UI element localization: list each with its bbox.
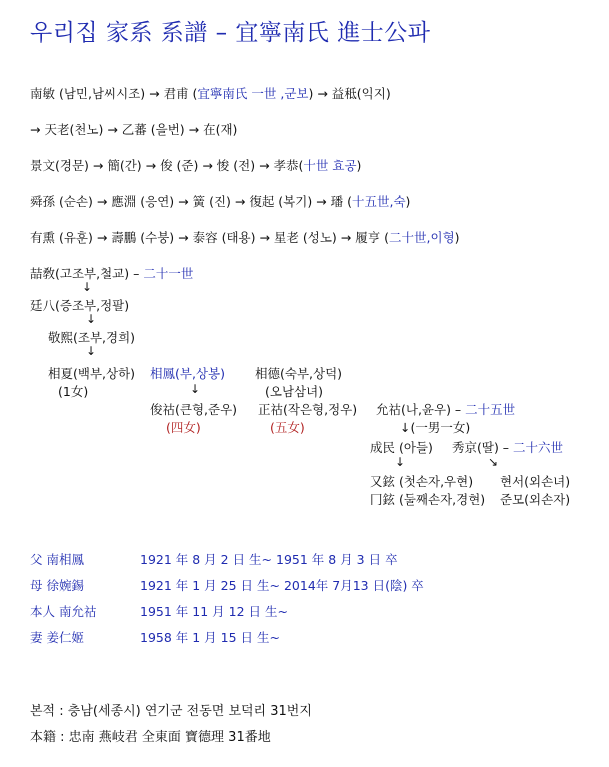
person-name: 秀京(딸) – [452, 440, 514, 455]
down-arrow-icon: ↓ [82, 280, 93, 294]
note-xiangde: (오남삼녀) [265, 384, 324, 399]
down-arrow-icon: ↓ [86, 344, 97, 358]
lineage-line-3 [30, 156, 361, 174]
lineage-line-5 [30, 228, 460, 246]
lineage-text: 有熏 (유훈) → 壽鵬 (수붕) → 泰容 (태용) → 星老 (성노) → 履亨 ( [30, 230, 390, 245]
date-row-father [30, 550, 398, 568]
note-xiangxia: (1女) [58, 384, 89, 399]
date-row-self [30, 602, 288, 620]
person-xiujing [452, 438, 563, 456]
lineage-text: ) [356, 158, 362, 173]
person-youxuan: 又鉉 (첫손자,우현) [370, 474, 474, 489]
person-great-grandfather: 廷八(증조부,정팔) [30, 298, 130, 313]
down-arrow-icon: ↓ [86, 312, 97, 326]
date-row-mother [30, 576, 424, 594]
down-arrow-icon: ↓ [190, 382, 201, 396]
address-hangul: 본적 : 충남(세종시) 연기군 전동면 보덕리 31번지 [30, 704, 312, 719]
generation-label: 十五世,숙 [351, 194, 406, 209]
tree-gen21 [30, 264, 193, 282]
person-jingxuan: 冂鉉 (둘째손자,경현) [370, 492, 486, 507]
date-text: 1958 年 1 月 15 日 生~ [140, 630, 280, 645]
generation-label: 二十一世 [143, 266, 194, 281]
down-right-arrow-icon: ↘ [488, 455, 499, 469]
address-hanja: 本籍 : 忠南 燕岐君 全東面 寶德理 31番地 [30, 730, 271, 745]
lineage-text: ) → 益秪(익지) [308, 86, 391, 101]
person-junmo: 준모(외손자) [500, 492, 571, 507]
lineage-text: ) [454, 230, 460, 245]
person-name: 喆敎(고조부,철교) – [30, 266, 144, 281]
person-name: 允祜(나,윤우) – [376, 402, 466, 417]
date-label: 父 南相鳳 [30, 552, 84, 567]
person-chengmin: 成民 (아들) [370, 440, 433, 455]
date-label: 妻 姜仁姬 [30, 630, 84, 645]
person-hyeonseo: 현서(외손녀) [500, 474, 571, 489]
date-row-wife [30, 628, 280, 646]
person-xiangde: 相德(숙부,상덕) [255, 366, 343, 381]
person-yunhu [376, 400, 515, 418]
generation-label: 二十世,이형 [389, 230, 455, 245]
date-label: 本人 南允祜 [30, 604, 97, 619]
person-xiangxia: 相夏(백부,상하) [48, 366, 136, 381]
person-xiangfeng: 相鳳(부,상봉) [150, 366, 225, 381]
date-text: 1921 年 1 月 25 日 生~ 2014年 7月13 日(陰) 卒 [140, 578, 424, 593]
generation-label: 宜寧南氏 一世 ,군보 [197, 86, 309, 101]
lineage-text: → 天老(천노) → 乙蕃 (을번) → 在(재) [30, 122, 238, 137]
lineage-line-1 [30, 84, 391, 102]
lineage-text: 景文(경문) → 簡(간) → 俊 (준) → 悛 (전) → 孝恭( [30, 158, 304, 173]
lineage-text: 南敏 (남민,남씨시조) → 君甫 ( [30, 86, 198, 101]
note-yunhu-children: ↓(一男一女) [400, 420, 471, 435]
generation-label: 二十五世 [465, 402, 516, 417]
date-text: 1921 年 8 月 2 日 生~ 1951 年 8 月 3 日 卒 [140, 552, 398, 567]
person-grandfather: 敬熙(조부,경희) [48, 330, 136, 345]
note-junhu: (四女) [166, 420, 201, 435]
lineage-text: 舜孫 (순손) → 應淵 (응연) → 簧 (진) → 復起 (복기) → 璠 ( [30, 194, 352, 209]
person-junhu: 俊祜(큰형,준우) [150, 402, 238, 417]
person-zhenghu: 正祜(작은형,정우) [258, 402, 358, 417]
generation-label: 二十六世 [513, 440, 564, 455]
date-label: 母 徐婉錫 [30, 578, 84, 593]
date-text: 1951 年 11 月 12 日 生~ [140, 604, 288, 619]
note-zhenghu: (五女) [270, 420, 305, 435]
generation-label: 十世 효공 [303, 158, 357, 173]
page-title: 우리집 家系 系譜 – 宜寧南氏 進士公파 [30, 20, 431, 46]
lineage-line-4 [30, 192, 410, 210]
down-arrow-icon: ↓ [395, 455, 406, 469]
lineage-text: ) [405, 194, 411, 209]
lineage-line-2 [30, 120, 237, 138]
